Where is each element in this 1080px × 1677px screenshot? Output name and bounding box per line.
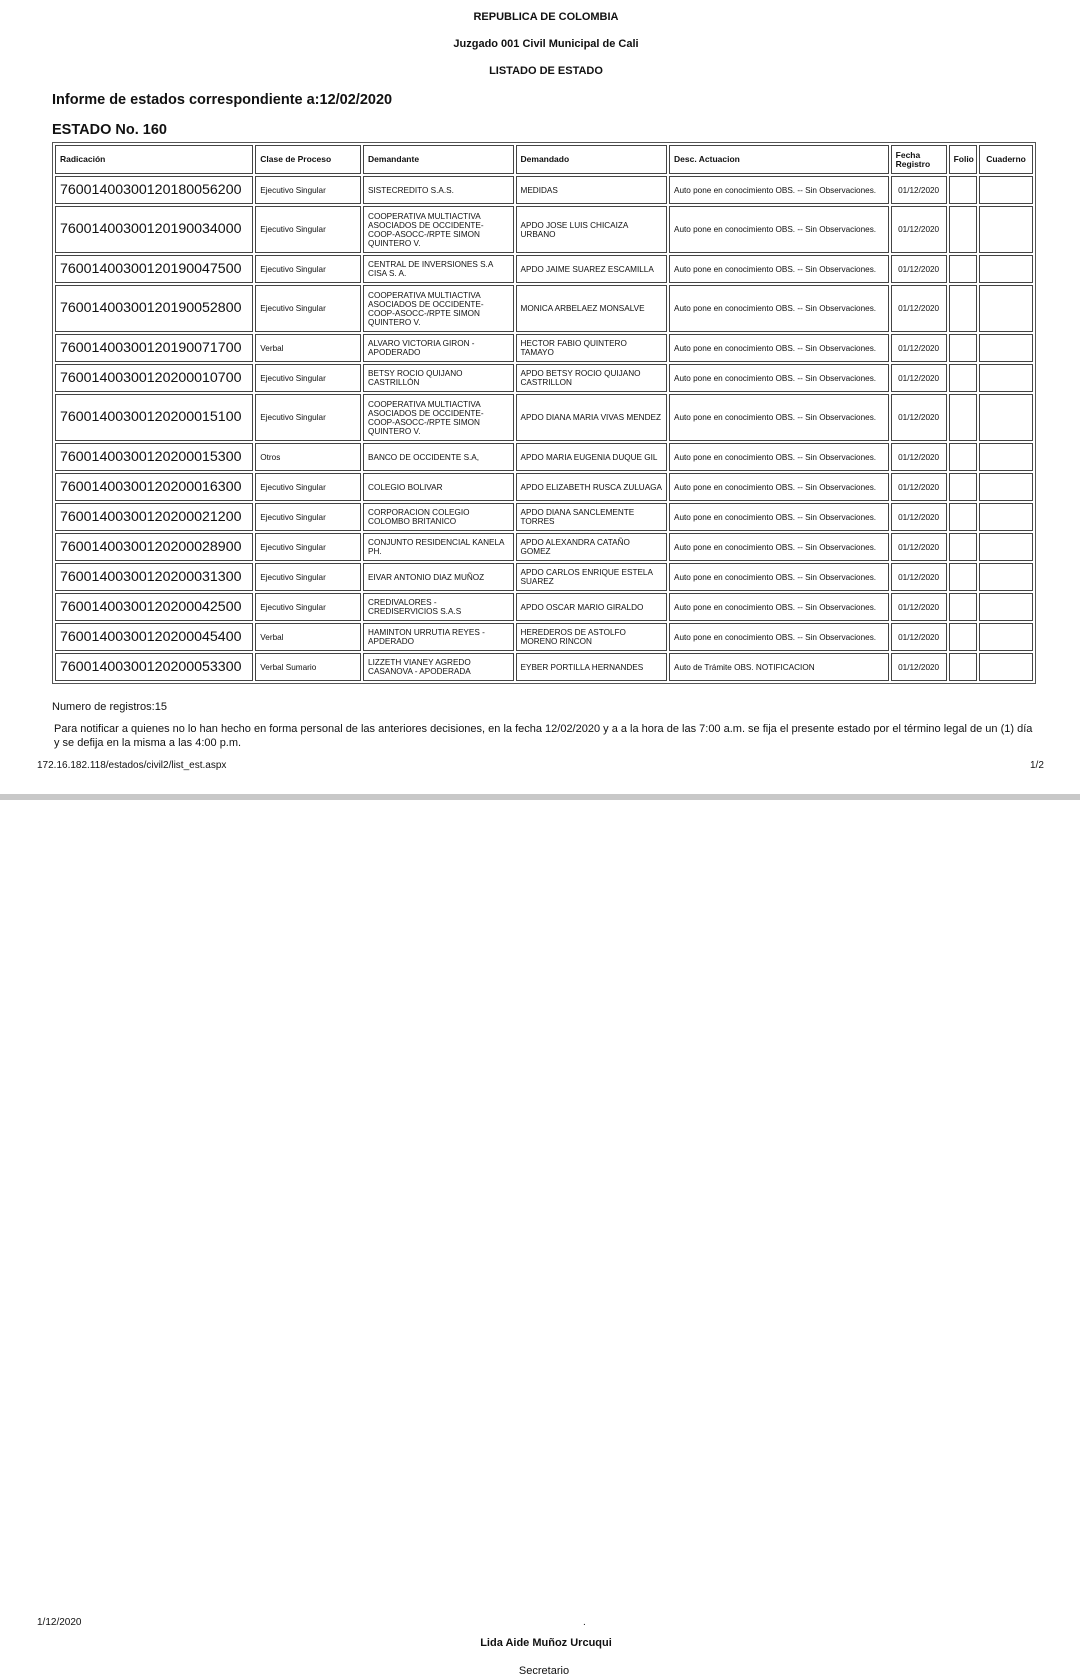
cell-cuaderno: [979, 503, 1033, 531]
cell-demandado: MONICA ARBELAEZ MONSALVE: [516, 285, 668, 332]
cell-clase: Verbal: [255, 334, 361, 362]
cell-folio: [949, 206, 977, 253]
cell-fecha: 01/12/2020: [891, 653, 947, 681]
cell-demandado: APDO JAIME SUAREZ ESCAMILLA: [516, 255, 668, 283]
cell-demandante: LIZZETH VIANEY AGREDO CASANOVA - APODERADA: [363, 653, 513, 681]
cell-fecha: 01/12/2020: [891, 593, 947, 621]
table-row: [55, 285, 1033, 332]
cell-demandante: COLEGIO BOLIVAR: [363, 473, 513, 501]
estado-number: ESTADO No. 160: [52, 122, 167, 138]
cell-demandante: HAMINTON URRUTIA REYES - APDERADO: [363, 623, 513, 651]
cell-demandado: APDO JOSE LUIS CHICAIZA URBANO: [516, 206, 668, 253]
cell-clase: Ejecutivo Singular: [255, 473, 361, 501]
cell-folio: [949, 503, 977, 531]
cell-radicacion: 76001400300120200021200: [55, 503, 253, 531]
cell-radicacion: 76001400300120200053300: [55, 653, 253, 681]
cell-cuaderno: [979, 653, 1033, 681]
cell-demandado: APDO BETSY ROCIO QUIJANO CASTRILLON: [516, 364, 668, 392]
table-row: [55, 503, 1033, 531]
cell-cuaderno: [979, 473, 1033, 501]
cell-folio: [949, 394, 977, 441]
cell-desc: Auto pone en conocimiento OBS. -- Sin Observaciones.: [669, 285, 889, 332]
cell-radicacion: 76001400300120200028900: [55, 533, 253, 561]
table-row: [55, 394, 1033, 441]
cell-cuaderno: [979, 623, 1033, 651]
col-header-radicacion: Radicación: [55, 145, 253, 174]
table-row: [55, 176, 1033, 204]
cell-folio: [949, 176, 977, 204]
cell-radicacion: 76001400300120200042500: [55, 593, 253, 621]
cell-cuaderno: [979, 443, 1033, 471]
cell-clase: Ejecutivo Singular: [255, 176, 361, 204]
cell-desc: Auto pone en conocimiento OBS. -- Sin Observaciones.: [669, 364, 889, 392]
cell-clase: Ejecutivo Singular: [255, 364, 361, 392]
cell-fecha: 01/12/2020: [891, 334, 947, 362]
cell-fecha: 01/12/2020: [891, 255, 947, 283]
cell-demandante: COOPERATIVA MULTIACTIVA ASOCIADOS DE OCCIDENTE-COOP-ASOCC-/RPTE SIMON QUINTERO V.: [363, 394, 513, 441]
cell-clase: Ejecutivo Singular: [255, 285, 361, 332]
cell-fecha: 01/12/2020: [891, 563, 947, 591]
cell-demandante: EIVAR ANTONIO DIAZ MUÑOZ: [363, 563, 513, 591]
document-page-2: [0, 800, 1080, 1677]
table-row: [55, 563, 1033, 591]
cell-cuaderno: [979, 533, 1033, 561]
cell-folio: [949, 443, 977, 471]
cell-radicacion: 76001400300120190047500: [55, 255, 253, 283]
cell-cuaderno: [979, 255, 1033, 283]
table-row: [55, 593, 1033, 621]
cell-desc: Auto pone en conocimiento OBS. -- Sin Observaciones.: [669, 394, 889, 441]
table-row: [55, 653, 1033, 681]
col-header-folio: Folio: [949, 145, 977, 174]
page-url: 172.16.182.118/estados/civil2/list_est.aspx: [37, 760, 227, 771]
table-row: [55, 334, 1033, 362]
cell-desc: Auto pone en conocimiento OBS. -- Sin Observaciones.: [669, 176, 889, 204]
table-row: [55, 255, 1033, 283]
cell-clase: Ejecutivo Singular: [255, 593, 361, 621]
table-header-row: [55, 145, 1033, 174]
header-republica: REPUBLICA DE COLOMBIA: [473, 11, 619, 23]
cell-fecha: 01/12/2020: [891, 176, 947, 204]
col-header-demandado: Demandado: [516, 145, 668, 174]
col-header-fecha: Fecha Registro: [891, 145, 947, 174]
cell-fecha: 01/12/2020: [891, 285, 947, 332]
cell-cuaderno: [979, 176, 1033, 204]
cell-clase: Ejecutivo Singular: [255, 503, 361, 531]
cell-clase: Otros: [255, 443, 361, 471]
cell-clase: Ejecutivo Singular: [255, 255, 361, 283]
cell-demandado: APDO MARIA EUGENIA DUQUE GIL: [516, 443, 668, 471]
cell-desc: Auto pone en conocimiento OBS. -- Sin Observaciones.: [669, 206, 889, 253]
cell-clase: Ejecutivo Singular: [255, 206, 361, 253]
cell-radicacion: 76001400300120190071700: [55, 334, 253, 362]
cell-folio: [949, 563, 977, 591]
cell-folio: [949, 653, 977, 681]
cell-clase: Verbal Sumario: [255, 653, 361, 681]
cell-clase: Ejecutivo Singular: [255, 533, 361, 561]
informe-title: Informe de estados correspondiente a:12/02/2020: [52, 92, 393, 108]
cell-folio: [949, 255, 977, 283]
cell-fecha: 01/12/2020: [891, 503, 947, 531]
cell-fecha: 01/12/2020: [891, 394, 947, 441]
record-count: Numero de registros:15: [52, 701, 167, 713]
cell-demandante: CREDIVALORES - CREDISERVICIOS S.A.S: [363, 593, 513, 621]
cell-desc: Auto pone en conocimiento OBS. -- Sin Observaciones.: [669, 593, 889, 621]
cell-demandado: APDO DIANA MARIA VIVAS MENDEZ: [516, 394, 668, 441]
col-header-cuaderno: Cuaderno: [979, 145, 1033, 174]
cell-desc: Auto pone en conocimiento OBS. -- Sin Observaciones.: [669, 563, 889, 591]
header-listado: LISTADO DE ESTADO: [489, 65, 603, 77]
cell-cuaderno: [979, 364, 1033, 392]
cell-demandado: APDO ELIZABETH RUSCA ZULUAGA: [516, 473, 668, 501]
col-header-demandante: Demandante: [363, 145, 513, 174]
cell-radicacion: 76001400300120200031300: [55, 563, 253, 591]
cell-folio: [949, 285, 977, 332]
cell-desc: Auto pone en conocimiento OBS. -- Sin Observaciones.: [669, 503, 889, 531]
cell-radicacion: 76001400300120200016300: [55, 473, 253, 501]
cell-folio: [949, 533, 977, 561]
page-number: 1/2: [1030, 760, 1044, 771]
cell-demandado: APDO DIANA SANCLEMENTE TORRES: [516, 503, 668, 531]
cell-fecha: 01/12/2020: [891, 473, 947, 501]
cell-cuaderno: [979, 394, 1033, 441]
cell-cuaderno: [979, 285, 1033, 332]
cell-fecha: 01/12/2020: [891, 206, 947, 253]
cell-demandante: COOPERATIVA MULTIACTIVA ASOCIADOS DE OCCIDENTE-COOP-ASOCC-/RPTE SIMON QUINTERO V.: [363, 285, 513, 332]
table-row: [55, 533, 1033, 561]
cell-demandante: ALVARO VICTORIA GIRON - APODERADO: [363, 334, 513, 362]
table-row: [55, 206, 1033, 253]
cell-demandante: CONJUNTO RESIDENCIAL KANELA PH.: [363, 533, 513, 561]
cell-fecha: 01/12/2020: [891, 364, 947, 392]
cell-radicacion: 76001400300120200015300: [55, 443, 253, 471]
estados-table: [52, 142, 1036, 684]
table-row: [55, 623, 1033, 651]
cell-demandado: MEDIDAS: [516, 176, 668, 204]
cell-radicacion: 76001400300120190034000: [55, 206, 253, 253]
signer-role: Secretario: [518, 1665, 570, 1677]
cell-cuaderno: [979, 593, 1033, 621]
cell-cuaderno: [979, 563, 1033, 591]
cell-fecha: 01/12/2020: [891, 533, 947, 561]
cell-desc: Auto de Trámite OBS. NOTIFICACION: [669, 653, 889, 681]
cell-cuaderno: [979, 206, 1033, 253]
signer-name: Lida Aide Muñoz Urcuqui: [480, 1637, 612, 1649]
table-row: [55, 364, 1033, 392]
cell-radicacion: 76001400300120190052800: [55, 285, 253, 332]
cell-radicacion: 76001400300120180056200: [55, 176, 253, 204]
cell-demandante: BANCO DE OCCIDENTE S.A,: [363, 443, 513, 471]
document-page-1: [0, 0, 1080, 796]
cell-demandante: CORPORACION COLEGIO COLOMBO BRITANICO: [363, 503, 513, 531]
cell-desc: Auto pone en conocimiento OBS. -- Sin Observaciones.: [669, 255, 889, 283]
cell-desc: Auto pone en conocimiento OBS. -- Sin Observaciones.: [669, 334, 889, 362]
cell-demandado: APDO ALEXANDRA CATAÑO GOMEZ: [516, 533, 668, 561]
page2-date: 1/12/2020: [37, 1617, 82, 1628]
cell-clase: Ejecutivo Singular: [255, 563, 361, 591]
cell-demandante: CENTRAL DE INVERSIONES S.A CISA S. A.: [363, 255, 513, 283]
cell-radicacion: 76001400300120200015100: [55, 394, 253, 441]
header-juzgado: Juzgado 001 Civil Municipal de Cali: [453, 38, 639, 50]
cell-desc: Auto pone en conocimiento OBS. -- Sin Observaciones.: [669, 473, 889, 501]
cell-fecha: 01/12/2020: [891, 623, 947, 651]
cell-demandante: SISTECREDITO S.A.S.: [363, 176, 513, 204]
cell-demandado: HECTOR FABIO QUINTERO TAMAYO: [516, 334, 668, 362]
table-row: [55, 443, 1033, 471]
notification-text: Para notificar a quienes no lo han hecho en forma personal de las anteriores decisiones, en la fecha 12/02/2020 y a a la hora de las 7:00 a.m. se fija el presente estado por el término legal de un (1) día y se defija en la misma a las 4:00 p.m.: [54, 723, 1033, 749]
cell-fecha: 01/12/2020: [891, 443, 947, 471]
page2-dot: .: [583, 1617, 586, 1628]
cell-demandado: APDO OSCAR MARIO GIRALDO: [516, 593, 668, 621]
col-header-desc: Desc. Actuacion: [669, 145, 889, 174]
cell-demandado: HEREDEROS DE ASTOLFO MORENO RINCON: [516, 623, 668, 651]
cell-desc: Auto pone en conocimiento OBS. -- Sin Observaciones.: [669, 533, 889, 561]
cell-demandado: EYBER PORTILLA HERNANDES: [516, 653, 668, 681]
cell-demandante: BETSY ROCIO QUIJANO CASTRILLÓN: [363, 364, 513, 392]
cell-clase: Ejecutivo Singular: [255, 394, 361, 441]
cell-cuaderno: [979, 334, 1033, 362]
cell-demandado: APDO CARLOS ENRIQUE ESTELA SUAREZ: [516, 563, 668, 591]
cell-folio: [949, 334, 977, 362]
cell-desc: Auto pone en conocimiento OBS. -- Sin Observaciones.: [669, 443, 889, 471]
cell-clase: Verbal: [255, 623, 361, 651]
cell-demandante: COOPERATIVA MULTIACTIVA ASOCIADOS DE OCCIDENTE-COOP-ASOCC-/RPTE SIMON QUINTERO V.: [363, 206, 513, 253]
cell-radicacion: 76001400300120200045400: [55, 623, 253, 651]
table-row: [55, 473, 1033, 501]
col-header-clase: Clase de Proceso: [255, 145, 361, 174]
cell-folio: [949, 473, 977, 501]
cell-folio: [949, 364, 977, 392]
cell-desc: Auto pone en conocimiento OBS. -- Sin Observaciones.: [669, 623, 889, 651]
cell-radicacion: 76001400300120200010700: [55, 364, 253, 392]
cell-folio: [949, 593, 977, 621]
cell-folio: [949, 623, 977, 651]
